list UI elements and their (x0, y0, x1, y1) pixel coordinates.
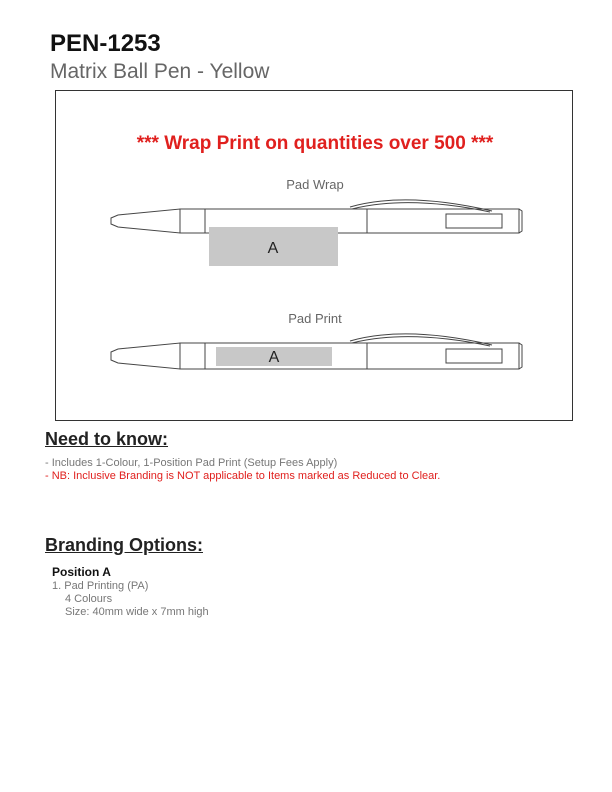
pad-print-label: Pad Print (288, 311, 342, 326)
pen-top (367, 209, 519, 233)
pad-print-area-label: A (268, 349, 280, 366)
branding-option-size: Size: 40mm wide x 7mm high (65, 606, 209, 618)
product-name: Matrix Ball Pen - Yellow (50, 60, 270, 83)
wrap-print-notice: *** Wrap Print on quantities over 500 *** (136, 133, 494, 154)
branding-options-heading: Branding Options: (45, 535, 203, 555)
position-title: Position A (52, 565, 111, 579)
pen-clip-window (446, 214, 502, 228)
pen-diagram-svg (56, 91, 574, 422)
note-inclusions: - Includes 1-Colour, 1-Position Pad Print (Setup Fees Apply) (45, 457, 338, 469)
branding-option-colours: 4 Colours (65, 593, 113, 605)
pen-clip-window (446, 349, 502, 363)
need-to-know-heading: Need to know: (45, 429, 169, 449)
product-code: PEN-1253 (50, 30, 161, 57)
pen-tip (111, 209, 180, 233)
pen-top (367, 343, 519, 369)
branding-diagram (55, 90, 573, 421)
pad-wrap-area-label: A (267, 240, 279, 257)
note-reduced-to-clear: - NB: Inclusive Branding is NOT applicable to Items marked as Reduced to Clear. (45, 470, 441, 482)
pen-tip (111, 343, 180, 369)
pad-wrap-label: Pad Wrap (286, 177, 344, 192)
branding-option-method: 1. Pad Printing (PA) (52, 580, 149, 592)
pen-grip (180, 343, 205, 369)
pen-grip (180, 209, 205, 233)
